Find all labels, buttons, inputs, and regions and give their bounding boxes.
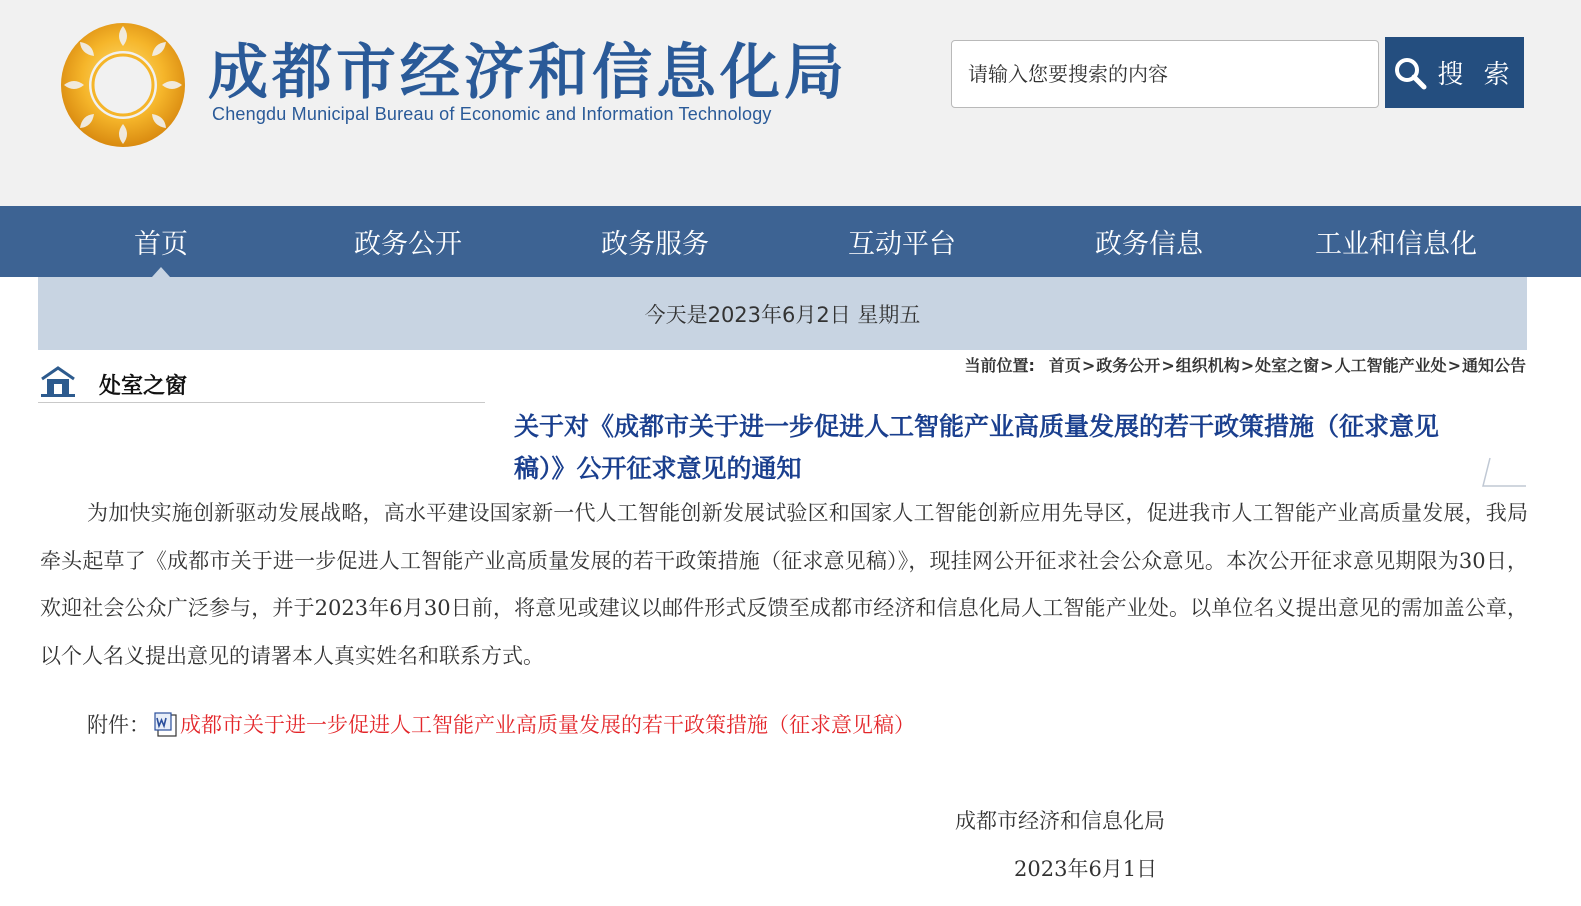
search-icon: [1393, 56, 1427, 90]
nav-item-home[interactable]: [0, 206, 322, 277]
search-input[interactable]: [952, 41, 1378, 107]
breadcrumb: [964, 353, 1526, 376]
article-title: 关于对《成都市关于进一步促进人工智能产业高质量发展的若干政策措施（征求意见稿）》公开征求意见的通知: [514, 412, 1440, 483]
nav-item-label: 工业和信息化: [1315, 229, 1477, 260]
site-subtitle: Chengdu Municipal Bureau of Economic and Information Technology: [212, 104, 772, 124]
breadcrumb-item[interactable]: 人工智能产业处: [1334, 356, 1447, 375]
breadcrumb-separator: >: [1320, 356, 1334, 375]
sign-date: 2023年6月1日: [1014, 857, 1158, 881]
site-title[interactable]: 成都市经济和信息化局: [208, 38, 848, 108]
search-box: [951, 40, 1379, 108]
word-document-icon[interactable]: [154, 712, 178, 738]
article-body: 为加快实施创新驱动发展战略，高水平建设国家新一代人工智能创新发展试验区和国家人工智能创新应用先导区，促进我市人工智能产业高质量发展，我局牵头起草了《成都市关于进一步促进人工智能产业高质量发展的若干政策措施（征求意见稿）》，现挂网公开征求社会公众意见。本次公开征求意见期限为30日，欢迎社会公众广泛参与，并于2023年6月30日前，将意见或建议以邮件形式反馈至成都市经济和信息化局人工智能产业处。以单位名义提出意见的需加盖公章，以个人名义提出意见的请署本人真实姓名和联系方式。: [40, 501, 1528, 668]
nav-item-interaction[interactable]: [816, 206, 988, 277]
decorative-corner-line: [1480, 452, 1528, 490]
attachment-row: [87, 706, 915, 744]
nav-item-gov-services[interactable]: [494, 206, 816, 277]
attachment-link[interactable]: 成都市关于进一步促进人工智能产业高质量发展的若干政策措施（征求意见稿）: [180, 713, 915, 737]
date-bar: 今天是2023年6月2日 星期五: [38, 277, 1527, 350]
section-title: 处室之窗: [99, 374, 188, 399]
section-header: [38, 365, 485, 403]
breadcrumb-separator: >: [1240, 356, 1255, 375]
breadcrumb-item[interactable]: 政务公开: [1096, 356, 1161, 375]
search-button[interactable]: [1385, 37, 1524, 108]
nav-item-industry-it[interactable]: [1310, 206, 1482, 277]
nav-item-label: 政务服务: [601, 229, 709, 260]
home-building-icon: [40, 365, 76, 397]
signature: 成都市经济和信息化局: [955, 809, 1165, 833]
nav-item-gov-affairs-open[interactable]: [322, 206, 494, 277]
nav-item-label: 政务信息: [1095, 229, 1203, 260]
breadcrumb-separator: >: [1161, 356, 1175, 375]
nav-item-label: 互动平台: [848, 229, 956, 260]
nav-item-gov-info[interactable]: [988, 206, 1310, 277]
breadcrumb-separator: >: [1081, 356, 1096, 375]
breadcrumb-item[interactable]: 处室之窗: [1255, 356, 1320, 375]
attachment-label: 附件：: [87, 713, 150, 737]
breadcrumb-item[interactable]: 组织机构: [1175, 356, 1240, 375]
breadcrumb-label: 当前位置:: [964, 356, 1035, 375]
nav-item-label: 政务公开: [354, 229, 462, 260]
logo-emblem-icon[interactable]: [58, 20, 188, 150]
site-header: [0, 0, 1581, 206]
breadcrumb-item[interactable]: 首页: [1048, 356, 1081, 375]
breadcrumb-separator: >: [1447, 356, 1461, 375]
breadcrumb-item[interactable]: 通知公告: [1461, 356, 1526, 375]
search-button-label: 搜 索: [1437, 60, 1516, 90]
main-nav: [0, 206, 1581, 277]
nav-item-label: 首页: [134, 229, 188, 260]
active-caret-icon: [152, 267, 170, 277]
